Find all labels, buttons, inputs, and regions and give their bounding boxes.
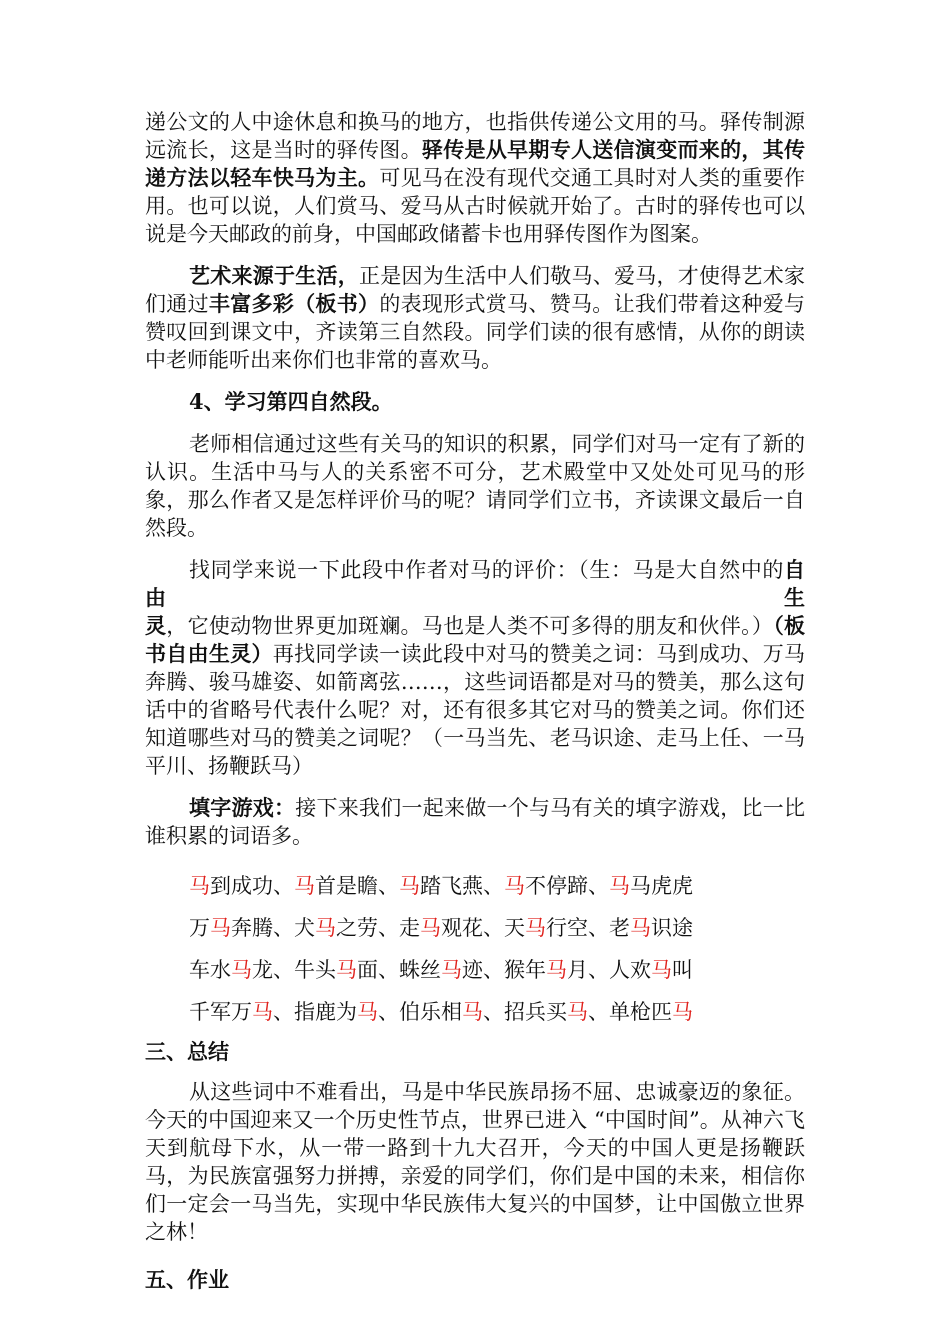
highlight-char: 马 [546,958,567,982]
bold-text: （板书自由生灵） [145,613,806,666]
text: 、 [588,1000,609,1024]
text: 接下来我们一起来做一个与马有关的填字游戏，比一比谁积累的词语多。 [145,796,805,848]
paragraph-art-from-life [145,262,805,374]
text: 踏飞燕、 [420,874,504,898]
text: 猴年 [504,958,546,982]
text: 伯乐相 [399,1000,462,1024]
text: ，它使动物世界更加斑斓。马也是人类不可多得的朋友和伙伴。） [166,614,774,638]
text: 马虎虎 [630,874,693,898]
text: 再找同学读一读此段中对马的赞美之词：马到成功、万马奔腾、骏马雄姿、如箭离弦……，这些词语都是对马的赞美，那么这句话中的省略号代表什么呢？对，还有很多其它对马的赞美之词。你们还知道哪些对马的赞美之词呢？（一马当先、老马识途、走马上任、一马平川、扬鞭跃马） [145,642,806,778]
bold-text: 驿传是从早期专人送信演变而来的，其传递方法以轻车快马为主。 [145,137,806,190]
highlight-char: 马 [252,1000,273,1024]
word-game-row [145,914,805,942]
text: 、 [378,1000,399,1024]
text: 单枪匹 [609,1000,672,1024]
text: 龙、 [252,958,294,982]
highlight-char: 马 [210,916,231,940]
highlight-char: 马 [357,1000,378,1024]
highlight-char: 马 [462,1000,483,1024]
text: 递公文的人中途休息和换马的地方，也指供传递公文用的马。驿传制源远流长，这是当时的驿传图。 [145,110,805,162]
bold-text: 自由生灵 [145,557,805,638]
text: 到成功、 [210,874,294,898]
text: 不停蹄、 [525,874,609,898]
highlight-char: 马 [609,874,630,898]
highlight-char: 马 [567,1000,588,1024]
text: 千军万 [189,1000,252,1024]
text: 天 [504,916,525,940]
text: 找同学来说一下此段中作者对马的评价：（生：马是大自然中的 [189,558,784,582]
word-game-row [145,872,805,900]
word-game-row [145,998,805,1026]
text: 走 [399,916,420,940]
paragraph-relay-history [145,108,805,248]
highlight-char: 马 [189,874,210,898]
text: 的表现形式赏马、赞马。让我们带着这种爱与赞叹回到课文中，齐读第三自然段。同学们读的很有感情，从你的朗读中老师能听出来你们也非常的喜欢马。 [145,292,806,372]
text: 老 [609,916,630,940]
paragraph-summary: 从这些词中不难看出，马是中华民族昂扬不屈、忠诚豪迈的象征。今天的中国迎来又一个历史性节点，世界已进入 “中国时间”。从神六飞天到航母下水，从一带一路到十九大召开，今天的中国人更是扬鞭跃马，为民族富强努力拼搏，亲爱的同学们，你们是中国的未来，相信你们一定会一马当先，实现中华民族伟大复兴的中国梦，让中国傲立世界之林！ [145,1080,805,1244]
section-heading-summary: 三、总结 [145,1039,229,1064]
section-heading-homework: 五、作业 [145,1267,229,1292]
text: 首是瞻、 [315,874,399,898]
highlight-char: 马 [231,958,252,982]
bold-text: 填字游戏： [189,795,296,820]
text: 、 [273,1000,294,1024]
paragraph-teacher-intro: 老师相信通过这些有关马的知识的积累，同学们对马一定有了新的认识。生活中马与人的关系密不可分，艺术殿堂中又处处可见马的形象，那么作者又是怎样评价马的呢？请同学们立书，齐读课文最后一自然段。 [145,432,805,540]
text: 犬 [294,916,315,940]
text: 行空、 [546,916,609,940]
highlight-char: 马 [336,958,357,982]
highlight-char: 马 [630,916,651,940]
document-page [145,108,805,1294]
text: 面、 [357,958,399,982]
highlight-char: 马 [399,874,420,898]
paragraph-word-game-intro [145,794,805,850]
highlight-char: 马 [672,1000,693,1024]
text: 招兵买 [504,1000,567,1024]
section-heading-paragraph-4: 4、学习第四自然段。 [189,389,393,414]
highlight-char: 马 [315,916,336,940]
highlight-char: 马 [504,874,525,898]
paragraph-evaluation [145,556,805,780]
text: 可见马在没有现代交通工具时对人类的重要作用。也可以说，人们赏马、爱马从古时候就开始了。古时的驿传也可以说是今天邮政的前身，中国邮政储蓄卡也用驿传图作为图案。 [145,166,806,246]
text: 观花、 [441,916,504,940]
bold-text: 艺术来源于生活， [189,263,359,288]
text: 迹、 [462,958,504,982]
text: 叫 [672,958,693,982]
bold-text: 丰富多彩（板书） [208,291,380,316]
text: 蛛丝 [399,958,441,982]
text: 指鹿为 [294,1000,357,1024]
text: 牛头 [294,958,336,982]
word-game-row [145,956,805,984]
highlight-char: 马 [420,916,441,940]
highlight-char: 马 [441,958,462,982]
text: 万 [189,916,210,940]
text: 奔腾、 [231,916,294,940]
text: 之劳、 [336,916,399,940]
text: 、 [483,1000,504,1024]
text: 月、 [567,958,609,982]
highlight-char: 马 [525,916,546,940]
text: 车水 [189,958,231,982]
text: 识途 [651,916,693,940]
text: 正是因为生活中人们敬马、爱马，才使得艺术家们通过 [145,264,805,316]
highlight-char: 马 [294,874,315,898]
text: 人欢 [609,958,651,982]
highlight-char: 马 [651,958,672,982]
